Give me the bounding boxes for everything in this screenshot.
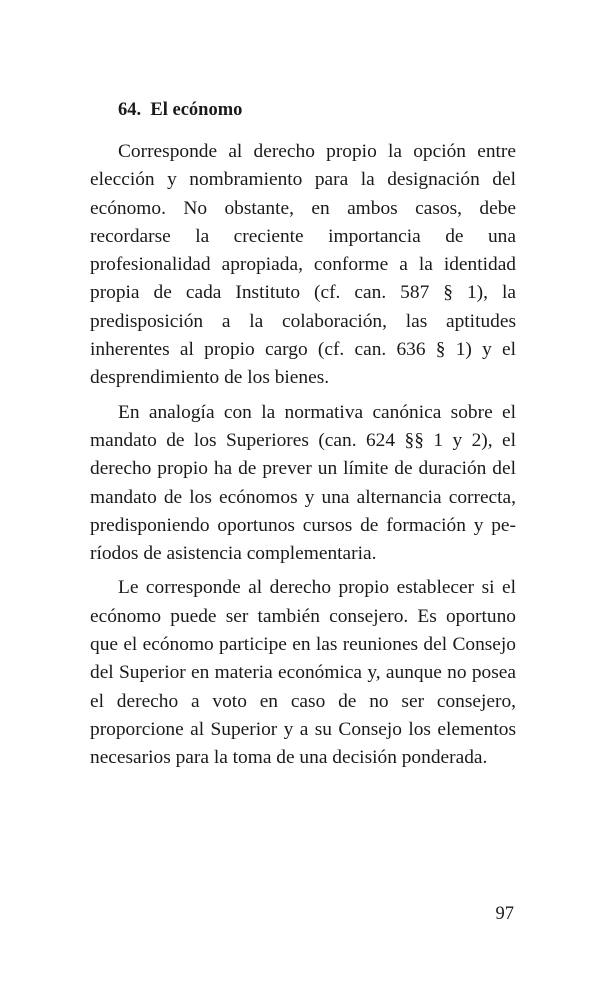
page-body	[90, 96, 516, 773]
paragraph-3: Le corresponde al derecho propio establecer si el ecónomo puede ser también consejero. Es oportuno que el ecónomo participe en las reuniones del Consejo del Superior en materia económica y, aunque no posea el derecho a voto en caso de no ser consejero, proporcione al Superior y a su Consejo los elementos necesarios para la toma de una decisión ponderada.	[90, 577, 516, 769]
section-number: 64.	[118, 100, 142, 120]
paragraph-1: Corresponde al derecho propio la opción entre elección y nombramiento para la designación del ecónomo. No obstante, en ambos casos, debe recordarse la creciente importancia de una profesionalidad apropiada, conforme a la identidad propia de cada Instituto (cf. can. 587 § 1), la predisposición a la colaboración, las aptitudes inherentes al propio cargo (cf. can. 636 § 1) y el desprendimiento de los bienes.	[90, 141, 516, 389]
paragraph-2: En analogía con la normativa canónica sobre el mandato de los Superiores (can. 624 §§ 1 y 2), el derecho propio ha de prever un límite de duración del mandato de los ecónomos y una alternancia correcta, predisponiendo oportunos cursos de formación y períodos de asistencia complementaria.	[90, 401, 516, 565]
section-heading	[90, 96, 516, 124]
section-title: El ecónomo	[150, 100, 243, 120]
page-number: 97	[495, 904, 514, 924]
